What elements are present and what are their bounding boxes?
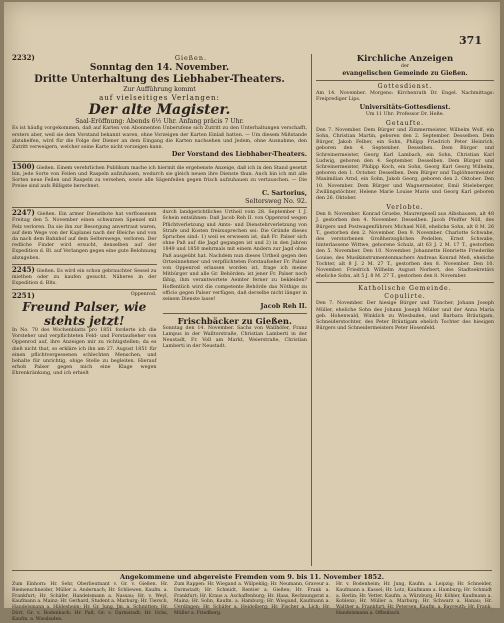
ad-number: 2247) <box>12 208 35 218</box>
arrivals-text: Hr. v. Bodenheim; Hr. Jung, Kaufm. a. Leipzig; Hr. Schneider, Kaufmann a. Kassel; Hr. Lotz, Kaufmann a. Hamburg; Hr. Schmidt a. Berlin; Hr. Vetter, Kaufm. a. Würzburg; Hr. Köhler, Kaufmann a. Koblenz; Hr. Müller a. Marburg; Hr. Schwarz a. Hanau; Hr. Walther a. Frankfurt; Hr. Petersen, Kaufm. a. Bayreuth; Hr. Frank, Handelsmann a. Offenbach. <box>336 582 492 616</box>
deceased-heading: Verlobte. <box>386 204 424 212</box>
ad-number: 2251) <box>12 291 35 301</box>
arrivals-section <box>12 568 492 623</box>
arrivals-col-2 <box>174 582 330 623</box>
arrivals-text: Zum Einhorn: Hr. Sehr, Oberlieutnant v. Gr. v. Gießen. Hr. Riemenschneider, Müller a. Andernach; Hr. Schliewen, Kaufm. a. Frankfurt; Hr. Schäfer, Handelsmann a. Nassau; Hr. v. Weyl, Kaufmann a. Mainz; Hr. Gerhard, Student a. Marburg; Hr. Tiersch, Handelsmann a. Hildesheim; Hr. Gr. Jung, Jm. a. Schmitten; Hr. Dörr, Gr. v. Bodenbach; Hr. Paß, Gr. v. Darmstadt; Hr. Ochs, Kaufm. a. Wiesbaden. <box>12 582 168 622</box>
ad-files <box>12 161 307 206</box>
divider <box>12 161 307 162</box>
ad-signature: Der Vorstand des Liebhaber-Theaters. <box>171 150 307 159</box>
arrivals-title: Angekommene und abgereiste Fremden vom 9. bis 11. November 1852. <box>119 573 385 581</box>
ad-date: Sonntag den 14. November. <box>89 63 230 74</box>
ad-signature: C. Sartorius, <box>261 189 307 198</box>
ad-text: Gießen. Einem verehrlichen Publikum mache ich hiermit die ergebenste Anzeige, daß ich in den Stand gesetzt bin, jede Sorte von Feilen und Raspeln aufzuhauen, wodurch sie gleich neuen ihre Dienste thun. Auch bin ich mit alle Sorten neue Feilen und Raspeln zu versehen, sowie alle Sägenfeilen gegen frisch aufzuhauen zu vertauschen. — Die Preise sind aufs Billigste berechnet. <box>12 165 307 190</box>
baptized-heading: Getaufte. <box>385 119 425 127</box>
ad-request: auf vielseitiges Verlangen: <box>99 94 220 103</box>
ad-number: 1500) <box>12 161 35 171</box>
deceased-text: Den 8. November. Konrad Gruebe, Maurergesell aus Albshausen, alt 48 J. gestorben den 4. November. Desselben. Jacob Pfeiffer Nöll, des Bürgers und Postwagenführers Michael Nöll, eheliche Sohn, alt 8 M. 26 T., gestorben den 2. November. Den 9. November. Charlotte Schwabe, des verstorbenen Großherzoglichen Pedellen, Ernst Schwabe, hinterlassene Wittwe, geborene Schulz, alt 63 J. 2 M. 17 T., gestorben den 5. November. Den 10. November. Johannette Henriette Friederike Louise, des Musikinstrumentenmachers Andreas Konrad Meß, eheliche Tochter, alt 8 J. 2 M. 27 T., gestorben den 8. November. Den 10. November. Friedrich Wilhelm August Norbert, des Stadtsekretärs eheliche Sohn, alt 5 J. 8 M. 27 T., gestorben den 8. November. <box>316 212 494 280</box>
ad-play-title: Der alte Magister. <box>88 102 231 119</box>
ad-performance: Zur Aufführung kommt <box>123 86 196 94</box>
ad-place: Oppenrod. <box>130 292 157 298</box>
married-heading: Copulirte. <box>384 293 426 301</box>
divider <box>12 289 157 290</box>
services-text: Am 14. November. Morgens: Kirchenrath Dr. Engel. Nachmittags: Freiprediger Lips. <box>316 91 494 103</box>
ad-title: Freund Palser, wie stehts jetzt! <box>22 299 147 328</box>
divider <box>316 80 494 81</box>
ad-signature: Jacob Reh II. <box>260 302 307 311</box>
married-text: Den 7. November. Der hiesige Bürger und Tüncher, Johann Joseph Müller, eheliche Sohn des Johann Joseph Müller und der Anna Maria geb. Hohenwald, Winklich zu Wiesbaden, und Barbara Bräutigam, Schneiderstochter, des Peter Bräutigam ehelich Tochter des hiesigen Bürgers und Schneidermeisters Peter Hosenfeld. <box>316 301 494 332</box>
divider <box>12 570 492 571</box>
ad-number: 2232) <box>12 53 35 62</box>
arrivals-col-3 <box>336 582 492 623</box>
ad-text: Gießen. Ein armer Dienstbote hat verflossenen Freitag den 5. November einen schwarzen Spenzel mit Pelz verloren. Da sie ihn zur Besorgung anvertraut waren, auf dem Wege von der Kaplanei nach der Bleiche und von da nach dem Bahnhof auf dem Selterswege, verloren. Der redliche Finder wird ersucht, denselben auf der Expedition d. Bl. auf Verlangen gegen eine gute Belohnung abzugeben. <box>12 212 157 261</box>
divider <box>316 282 494 283</box>
uni-text: Um 11 Uhr: Professor Dr. Heße. <box>365 111 445 117</box>
ad-theater <box>12 54 307 159</box>
church-subtitle2: evangelischen Gemeinde zu Gießen. <box>342 70 468 78</box>
divider <box>163 313 308 314</box>
frisch-text: Sonntag den 14. November. Sachs von Wallhöfer, Franz Lampus in der Walltorstraße, Christian Lamberti in der Neustadt, Fr. Voll am Markt, Weierstraße, Christian Lamberti in der Neustadt. <box>162 325 307 350</box>
ad-number: 2245) <box>12 264 35 274</box>
arrivals-text: Zum Rappen: Hr. Wiegand a. Wülpeklig; Hr. Neumann, Graveur a. Darmstadt; Hr. Schmidt, Rentier a. Gießen; Hr. Frank a. Frankfurt; Hr. Kraus a. Aschaffenburg; Hr. Haas, Rechnungsrat a. Mainz; Hr. Sohn, Kaufm. a. Hamburg; Hr. Wiegand, Kaufmann a. Uerdingen; Hr. Schäfer a. Heidelberg; Hr. Fischer a. Lich; Hr. Müller a. Friedberg. <box>174 582 330 616</box>
ad-verdict: durch landgerichtliches Urtheil vom 28. September 1 J. Schein entsühnen: Daß Jacob Reh II. von Oppenrod wegen Pflichtverletzung und Amts- und Dienstehrverletzung von Strafe und Kosten freizusprechen sei: Die Gründe dieses Spruches sind: 1) weil es erwiesen ist, daß Fr. Palser sich ohne Paß auf die Jagd gegangen ist und 2) in den Jahren 1849 und 1850 mehrmals mit einem Andern zur Jagd ohne Paß ausgeübt hat. Nachdem nun dieses Urtheil gegen den Ortseinnehmer und verpflichteten Forstaufseher Fr. Palser von Oppenrod erlassen worden ist, frage ich meine Mitbürger und alle Gr. Behörden: ist jener Fr. Palser noch fähig, ihm verantwortete Aemter ferner zu bekleiden? Hoffentlich wird die competente Behörde das Nöthige zu officio gegen Palser verfügen, daß derselbe nicht länger in seinem Dienste lasse! <box>162 210 307 303</box>
ad-lost-item <box>12 210 157 262</box>
ad-place: Gießen. <box>174 54 207 62</box>
ad-chair <box>12 264 157 288</box>
ad-address: Seltersweg No. 92. <box>245 196 307 205</box>
ad-title: Dritte Unterhaltung des Liebhaber-Theaters. <box>34 74 285 86</box>
ad-text: Gießen. Es wird ein schon gebrauchter Sessel zu miethen oder zu kaufen gesucht. Näheres in der Expedition d. Blts. <box>12 268 157 287</box>
uni-heading: Universitäts-Gottesdienst. <box>359 103 451 111</box>
left-subcolumn <box>12 210 157 377</box>
catholic-heading: Katholische Gemeinde. <box>358 285 452 293</box>
services-heading: Gottesdienst. <box>377 83 433 91</box>
church-subtitle: der <box>400 64 410 69</box>
right-column <box>316 54 494 333</box>
column-divider <box>311 54 312 566</box>
left-column <box>12 54 307 378</box>
document-page <box>4 2 500 622</box>
church-title: Kirchliche Anzeigen <box>356 54 454 64</box>
divider <box>12 207 307 208</box>
page-number: 371 <box>459 34 482 47</box>
ad-body: Es ist häufig vorgekommen, daß auf Karten von Abonnenten Unberufene sich Zutritt zu den Unterhaltungen verschafft, ersters aber, weil sie dem Vorstand bekannt waren, ohne Vorzeigen der Karten Einlaß hatten. — Um diesem Mißstande abzuhelfen, wird für die Folge der Diener an dem Eingang die Karten nachsehen und Jedem, ohne Ausnahme, den Zutritt verweigern, welcher seine Karte nicht vorzeigen kann. <box>12 126 307 151</box>
baptized-text: Den 7. November. Dem Bürger und Zimmermeister, Wilhelm Wolf, ein Sohn, Christian Martin, geboren den 2. September. Desselben. Dem Bürger, Jakob Felber, ein Sohn, Philipp Friedrich Peter Heinrich, geboren den 4. September. Desselben. Dem Bürger und Schreinermeister, Georg Karl Lambach, ein Sohn, Christian Karl Ludwig, geboren den 4. September. Desselben. Dem Bürger und Schreinermeister, Philipp Koch, ein Sohn, Georg Karl Georg Wilhelm, geboren den 1. October. Desselben. Dem Bürger und Taglöhnermeister Maximilian Arnd, ein Sohn, Jakob Georg, geboren den 2. Oktober. Den 10. November. Dem Bürger und Wagnermeister, Emil Stieleberger, Zwillingstöchter, Helene Marie Louise Marie und Georg Karl geboren den 26. Oktober. <box>316 127 494 202</box>
ad-palser <box>12 292 157 377</box>
right-subcolumn <box>163 210 308 377</box>
arrivals-col-1 <box>12 582 168 623</box>
frisch-title: Frischbäcker zu Gießen. <box>177 315 292 326</box>
ad-opening: Saal-Eröffnung: Abends 6½ Uhr. Anfang präcis 7 Uhr. <box>75 118 244 126</box>
ad-text: In No. 70 des Wochenblatts pro 1851 forderte ich die Vorsteher und verpflichteten Feld- und Forstaufseher von Oppenrod auf, ihre Anzeigen mir zu richtigstellen; da es dieß nicht that, so erkläre ich ihn am 27. August 1851 für einen pflichtvergessenen schlechten Menschen, und behalte für unrichtig, obige Stelle zu begleiten. Hierauf erhob Palser gegen mich eine Klage wegen Ehrenkränkung, und ich erhielt <box>12 327 157 377</box>
